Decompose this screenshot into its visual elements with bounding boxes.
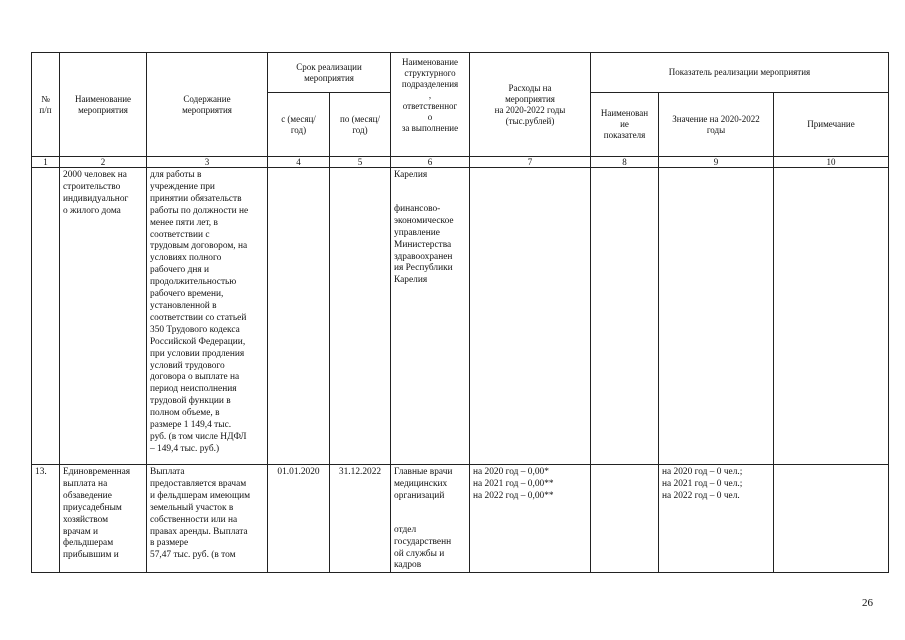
header-indicator: Показатель реализации мероприятия <box>591 53 889 93</box>
column-number: 3 <box>147 157 268 168</box>
measures-table <box>31 52 889 573</box>
column-number: 7 <box>470 157 591 168</box>
column-number: 4 <box>268 157 330 168</box>
row-note <box>774 168 889 465</box>
column-number: 5 <box>330 157 391 168</box>
row-measure-name: 2000 человек на строительство индивидуальног о жилого дома <box>60 168 147 465</box>
row-costs: на 2020 год – 0,00* на 2021 год – 0,00** на 2022 год – 0,00** <box>470 465 591 573</box>
row-unit-primary: Карелия <box>394 170 428 180</box>
row-unit-secondary: финансово- экономическое управление Министерства здравоохранен ия Республики Карелия <box>394 203 454 286</box>
row-measure-content: Выплата предоставляется врачам и фельдшерам имеющим земельный участок в собственности или на правах аренды. Выплата в размере 57,47 тыс. руб. (в том <box>147 465 268 573</box>
row-responsible-unit <box>391 465 470 573</box>
row-num <box>32 168 60 465</box>
row-date-from: 01.01.2020 <box>268 465 330 573</box>
header-content: Содержание мероприятия <box>147 53 268 157</box>
header-note: Примечание <box>774 93 889 157</box>
row-num: 13. <box>32 465 60 573</box>
table-row <box>32 168 889 465</box>
column-number: 1 <box>32 157 60 168</box>
row-indicator-name <box>591 168 659 465</box>
column-number: 10 <box>774 157 889 168</box>
column-number: 2 <box>60 157 147 168</box>
header-costs: Расходы на мероприятия на 2020-2022 годы (тыс.рублей) <box>470 53 591 157</box>
column-number: 8 <box>591 157 659 168</box>
row-unit-secondary: отдел государственн ой службы и кадров <box>394 524 452 571</box>
row-measure-content: для работы в учреждение при принятии обязательств работы по должности не менее пяти лет, в соответствии с трудовым договором, на условиях полного рабочего дня и продолжительностью рабочего времени, установленной в соответствии со статьей 350 Трудового кодекса Российской Федерации, при условии продления условий трудового договора о выплате на период неисполнения трудовой функции в полном объеме, в размере 1 149,4 тыс. руб. (в том числе НДФЛ – 149,4 тыс. руб.) <box>147 168 268 465</box>
header-name: Наименование мероприятия <box>60 53 147 157</box>
table-row <box>32 465 889 573</box>
header-responsible-unit: Наименование структурного подразделения , ответственног о за выполнение <box>391 53 470 157</box>
header-period-to: по (месяц/ год) <box>330 93 391 157</box>
column-number: 9 <box>659 157 774 168</box>
page-number: 26 <box>862 597 873 609</box>
row-note <box>774 465 889 573</box>
header-period: Срок реализации мероприятия <box>268 53 391 93</box>
row-unit-primary: Главные врачи медицинских организаций <box>394 467 453 501</box>
row-date-to: 31.12.2022 <box>330 465 391 573</box>
row-costs <box>470 168 591 465</box>
header-indicator-value: Значение на 2020-2022 годы <box>659 93 774 157</box>
row-date-from <box>268 168 330 465</box>
header-indicator-name: Наименован ие показателя <box>591 93 659 157</box>
row-date-to <box>330 168 391 465</box>
header-period-from: с (месяц/ год) <box>268 93 330 157</box>
column-number: 6 <box>391 157 470 168</box>
row-measure-name: Единовременная выплата на обзаведение приусадебным хозяйством врачам и фельдшерам прибывшим и <box>60 465 147 573</box>
row-indicator-value: на 2020 год – 0 чел.; на 2021 год – 0 чел.; на 2022 год – 0 чел. <box>659 465 774 573</box>
row-responsible-unit <box>391 168 470 465</box>
row-indicator-name <box>591 465 659 573</box>
header-num: № п/п <box>32 53 60 157</box>
row-indicator-value <box>659 168 774 465</box>
